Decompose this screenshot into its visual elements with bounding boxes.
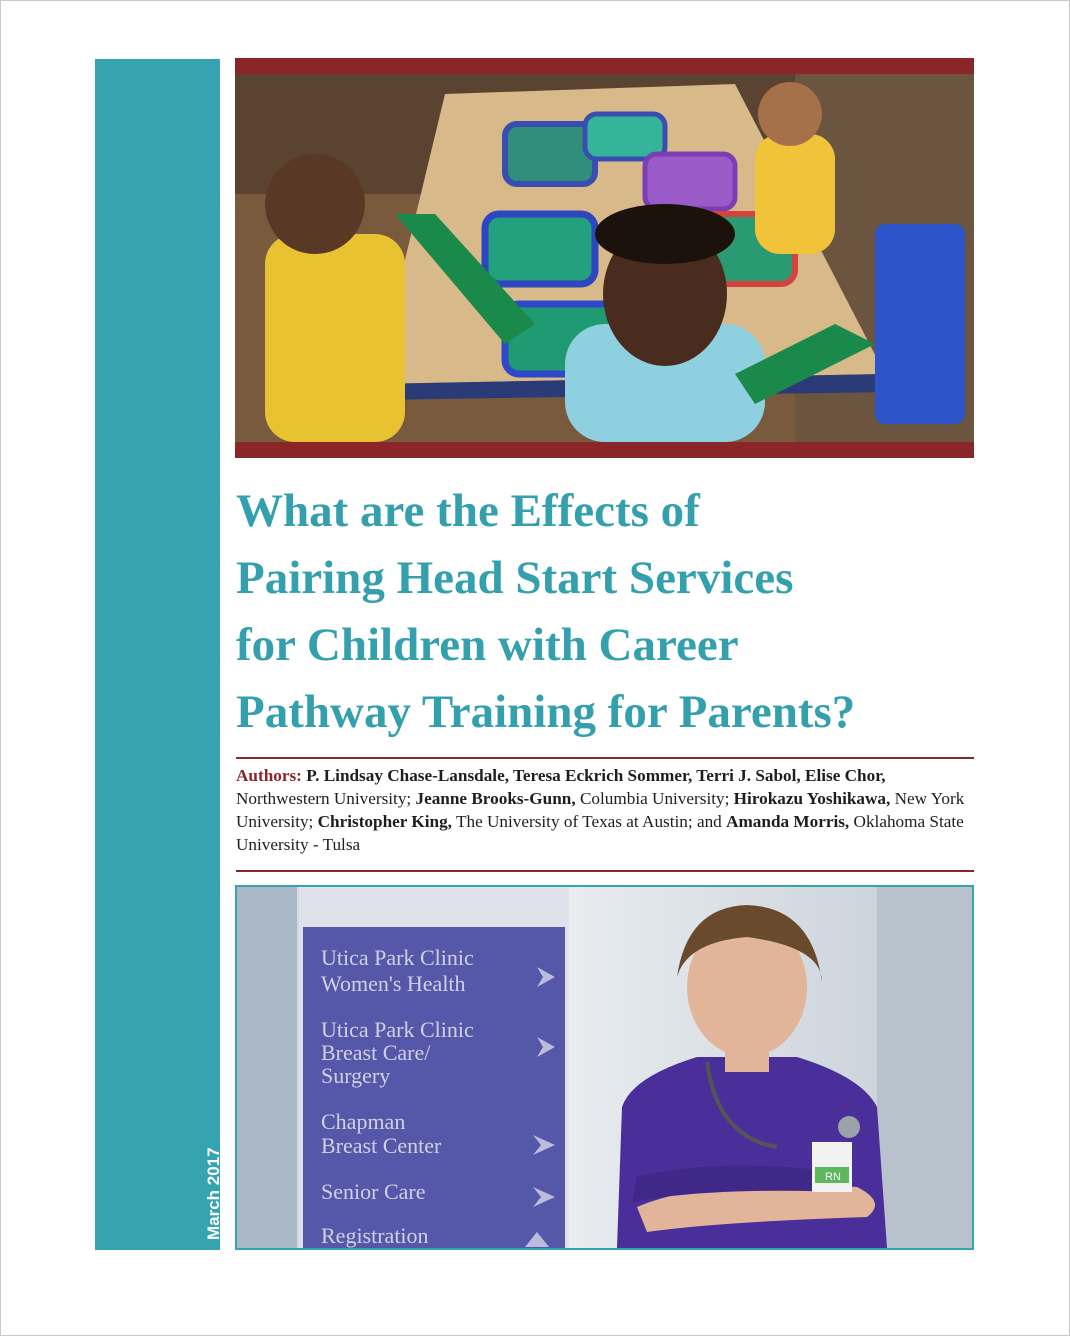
author-affiliation: New York University; (236, 789, 965, 831)
classroom-scene-illustration (235, 74, 974, 442)
title-line: Pathway Training for Parents? (236, 686, 856, 738)
author-affiliation: Columbia University; (575, 789, 734, 808)
sign-line: Chapman (321, 1109, 406, 1134)
authors-top-rule (236, 757, 974, 759)
sign-line: Women's Health (321, 971, 466, 996)
author-names: Amanda Morris, (726, 812, 850, 831)
authors-block (236, 764, 976, 856)
children-painting-photo (235, 58, 974, 458)
report-title (236, 478, 976, 746)
authors-label: Authors: (236, 766, 302, 785)
sign-line: Senior Care (321, 1179, 426, 1204)
sign-line: Utica Park Clinic (321, 1017, 474, 1042)
sign-line: Surgery (321, 1063, 391, 1088)
author-affiliation: The University of Texas at Austin; and (451, 812, 727, 831)
author-names: P. Lindsay Chase-Lansdale, Teresa Eckrich Sommer, Terri J. Sabol, Elise Chor, (306, 766, 886, 785)
author-affiliation: Oklahoma State University - Tulsa (236, 812, 964, 854)
sign-line: Utica Park Clinic (321, 945, 474, 970)
authors-bottom-rule (236, 870, 974, 872)
title-line: What are the Effects of (236, 485, 700, 537)
nurse-photo (235, 885, 974, 1250)
sign-line: Breast Care/ (321, 1040, 431, 1065)
publication-date: March 2017 (204, 1147, 223, 1240)
author-affiliation: Northwestern University; (236, 789, 416, 808)
sign-line: Registration (321, 1223, 429, 1248)
rn-badge: RN (825, 1171, 841, 1183)
title-line: for Children with Career (236, 619, 739, 671)
teal-side-bar (95, 59, 220, 1250)
author-names: Christopher King, (317, 812, 452, 831)
title-line: Pairing Head Start Services (236, 552, 794, 604)
clinic-scene-illustration (237, 887, 972, 1248)
author-names: Jeanne Brooks-Gunn, (415, 789, 576, 808)
sign-line: Breast Center (321, 1133, 442, 1158)
author-names: Hirokazu Yoshikawa, (733, 789, 891, 808)
